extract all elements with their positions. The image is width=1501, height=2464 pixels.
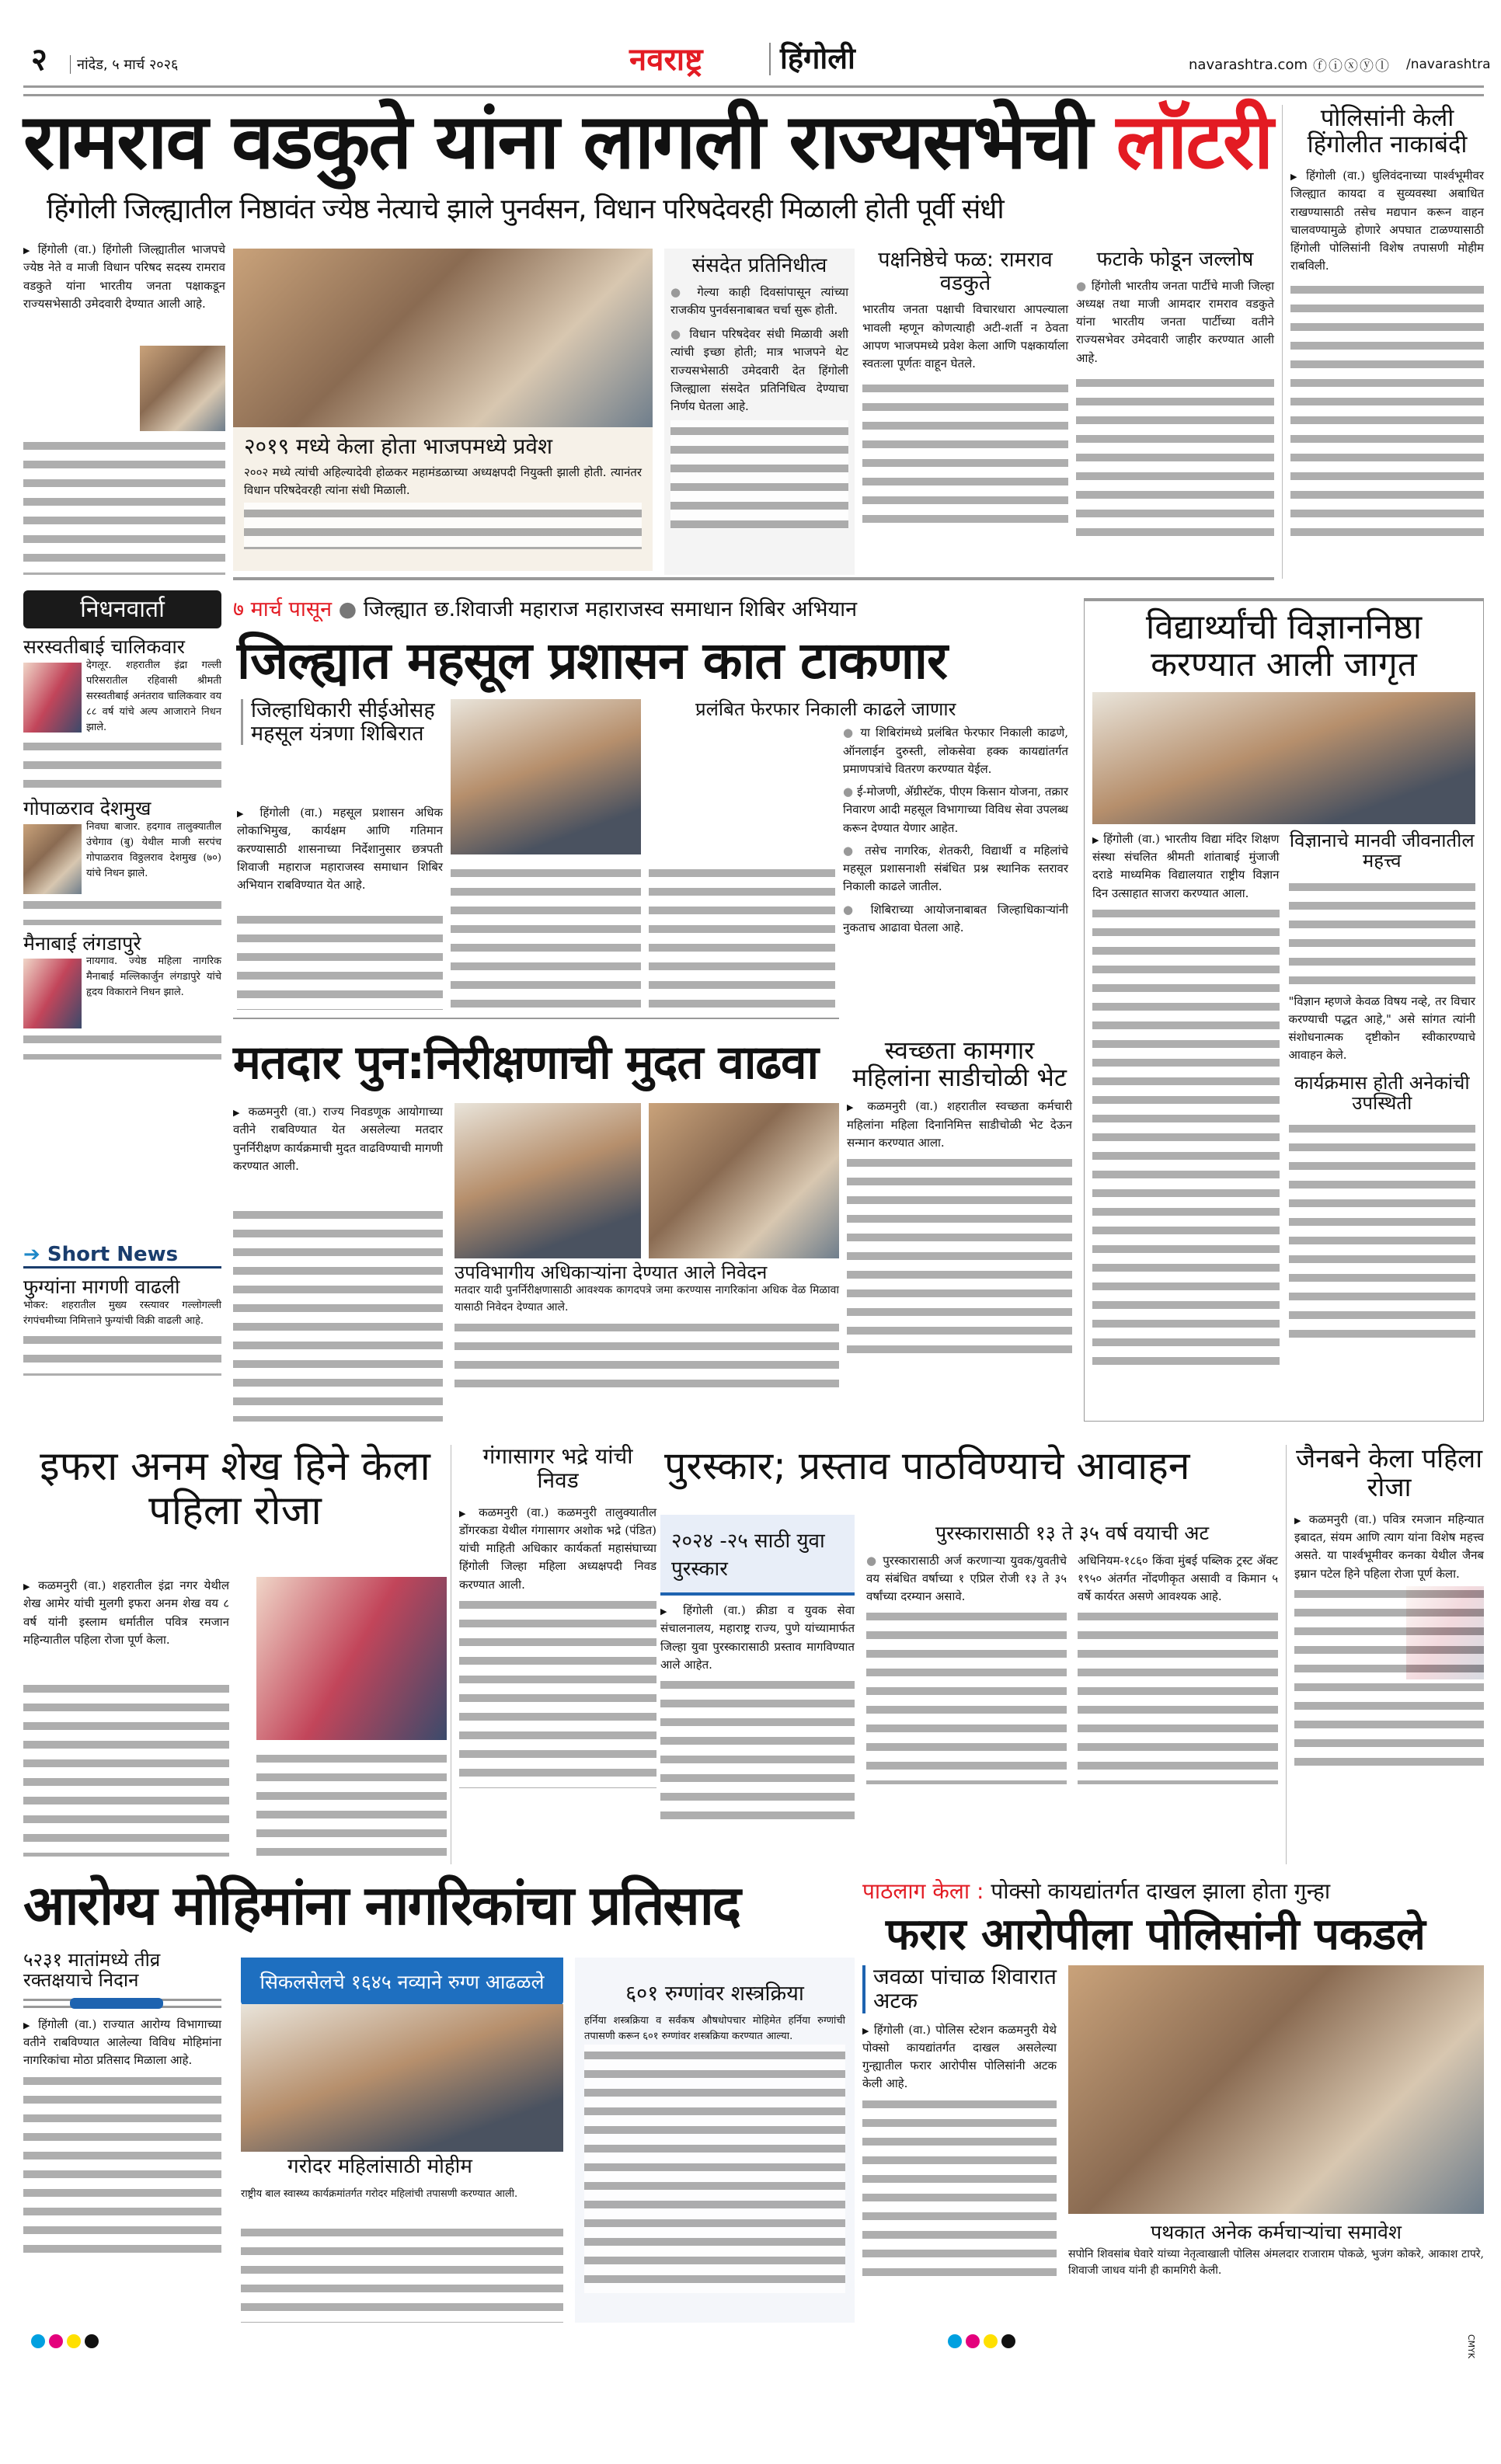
jainab-headline: जैनबने केला पहिला रोजा <box>1296 1443 1482 1504</box>
text-lines <box>23 894 221 925</box>
box-title: फटाके फोडून जल्लोष <box>1096 248 1254 271</box>
revenue-side-title: जिल्हाधिकारी सीईओसह महसूल यंत्रणा शिबिरात <box>251 698 435 746</box>
arrest-text: ▶ हिंगोली (वा.) पोलिस स्टेशन कळमनुरी येथे पोक्सो कायद्यांतर्गत दाखल असलेल्या गुन्ह्यातील फरार आरोपीस पोलिसांनी अटक केली आहे. <box>862 2021 1057 2093</box>
arrest-kicker: पाठलाग केला : पोक्सो कायद्यांतर्गत दाखल झाला होता गुन्हा <box>862 1878 1331 1904</box>
text-lines <box>23 435 225 575</box>
health-side-title: ५२३१ मातांमध्ये तीव्र रक्तक्षयाचे निदान <box>23 1949 161 1992</box>
header-rule <box>23 85 1484 96</box>
short-news-header: ➔ Short News <box>23 1243 221 1269</box>
lead-intro-column <box>23 241 225 575</box>
brand-logo: नवराष्ट्र <box>629 42 703 78</box>
text-lines <box>256 1748 447 1857</box>
revenue-kicker: ७ मार्च पासून ● जिल्ह्यात छ.शिवाजी महाराज महाराजस्व समाधान शिबिर अभियान <box>233 597 858 621</box>
ifra-photo <box>256 1577 447 1740</box>
box-title: पक्षनिष्ठेचे फळ: रामराव वडकुते <box>878 248 1053 295</box>
award-details <box>866 1523 1278 1864</box>
science-intro: ▶ हिंगोली (वा.) भारतीय विद्या मंदिर शिक्षण संस्था संचलित श्रीमती शांताबाई मुंजाजी दराडे माध्यमिक विद्यालयात राष्ट्रीय विज्ञान दिन उत्साहात साजरा करण्यात आला. <box>1092 830 1280 903</box>
box-celebration <box>1076 249 1274 575</box>
sanitation-story <box>847 1037 1072 1422</box>
text-lines <box>23 2070 221 2257</box>
voter-photo-2 <box>649 1103 839 1258</box>
jainab-story <box>1286 1445 1484 1864</box>
text-lines <box>454 1317 839 1394</box>
obituary-photo <box>23 959 82 1028</box>
revenue-side-box <box>241 699 447 745</box>
health-banner: सिकलसेलचे १६४५ नव्याने रुग्ण आढळले <box>241 1958 563 2006</box>
lead-photo-caption <box>233 427 653 571</box>
revenue-headline: जिल्ह्यात महसूल प्रशासन कात टाकणार <box>237 631 947 691</box>
obituary-column <box>23 590 221 1258</box>
text-lines <box>23 1329 221 1376</box>
masthead <box>23 41 1491 89</box>
facebook-icon[interactable]: ⓕ <box>1313 58 1329 75</box>
cmyk-label: CMYK <box>1466 2334 1476 2359</box>
text-lines <box>23 1678 229 1857</box>
caption-text: २००२ मध्ये त्यांची अहिल्यादेवी होळकर महामंडळाच्या अध्यक्षपदी नियुक्ती झाली होती. त्यानंतर विधान परिषदेवरही त्यांना संधी मिळाली. <box>244 465 642 498</box>
health-subhead: गरोदर महिलांसाठी मोहीम <box>287 2155 472 2178</box>
ifra-story <box>23 1445 447 1864</box>
social-icons <box>1313 55 1391 75</box>
sanitation-text: ▶ कळमनुरी (वा.) शहरातील स्वच्छता कर्मचारी महिलांना महिला दिनानिमित्त साडीचोळी भेट देऊन सन्मान करण्यात आला. <box>847 1098 1072 1152</box>
short-news <box>23 1243 221 1422</box>
registration-marks <box>31 2334 1476 2358</box>
voter-photo-1 <box>454 1103 641 1258</box>
revenue-points-box <box>649 699 1068 937</box>
instagram-icon[interactable]: ⓘ <box>1329 58 1344 75</box>
arrest-side-title: जवळा पांचाळ शिवारात अटक <box>862 1965 1057 2013</box>
science-headline: विद्यार्थ्यांची विज्ञाननिष्ठा करण्यात आली जागृत <box>1145 607 1423 685</box>
caption-title: पथकात अनेक कर्मचाऱ्यांचा समावेश <box>1151 2221 1402 2243</box>
box-parliament <box>664 249 855 575</box>
short-news-text: भोकर: शहरातील मुख्य रस्त्यावर गल्लोगल्ली रंगपंचमीच्या निमित्ताने फुग्यांची विक्री वाढली आहे. <box>23 1299 221 1327</box>
surgery-title: ६०१ रुग्णांवर शस्त्रक्रिया <box>625 1982 804 2006</box>
revenue-point: ● ई-मोजणी, ॲग्रीस्टॅक, पीएम किसान योजना, तक्रार निवारण आदी महसूल विभागाच्या विविध सेवा उपलब्ध करून देण्यात येणार आहेत. <box>843 783 1068 837</box>
science-quote: "विज्ञान म्हणजे केवळ विषय नव्हे, तर विचार करण्याची पद्धत आहे," असे सांगत त्यांनी संशोधनात्मक दृष्टीकोन स्वीकारण्याचे आवाहन केले. <box>1288 994 1475 1063</box>
science-story <box>1084 598 1484 1422</box>
short-news-headline: फुग्यांना मागणी वाढली <box>23 1276 180 1298</box>
ganga-story <box>451 1445 656 1864</box>
arrest-headline: फरार आरोपीला पोलिसांनी पकडले <box>886 1909 1426 1960</box>
revenue-box-title: प्रलंबित फेरफार निकाली काढले जाणार <box>695 698 956 720</box>
revenue-point: ● या शिबिरांमध्ये प्रलंबित फेरफार निकाली काढणे, ऑनलाईन दुरुस्ती, लोकसेवा हक्क कायद्यांतर्गत प्रमाणपत्रांचे वितरण करण्यात येईल. <box>843 724 1068 778</box>
text-lines <box>670 420 848 529</box>
text-lines <box>584 2045 845 2293</box>
science-subhead: विज्ञानाचे मानवी जीवनातील महत्त्व <box>1289 829 1475 872</box>
police-text: ▶ हिंगोली (वा.) धुलिवंदनाच्या पार्श्वभूमीवर जिल्ह्यात कायदा व सुव्यवस्था अबाधित राखण्यासाठी तसेच मद्यपान करून वाहन चालवण्यामुळे होणारे अपघात टाळण्यासाठी हिंगोली पोलिसांनी विशेष तपासणी मोहीम राबविली. <box>1290 167 1484 276</box>
text-lines <box>1290 279 1484 543</box>
revenue-intro: ▶ हिंगोली (वा.) महसूल प्रशासन अधिक लोकाभिमुख, कार्यक्षम आणि गतिमान करण्यासाठी शासनाच्या निर्देशानुसार छत्रपती शिवाजी महाराज महाराजस्व समाधान शिबिर अभियान राबविण्यात येत आहे. <box>237 804 443 894</box>
text-lines <box>451 862 641 1010</box>
revenue-point: ● शिबिराच्या आयोजनाबाबत जिल्हाधिकाऱ्यांनी नुकताच आढावा घेतला आहे. <box>843 901 1068 938</box>
health-side <box>23 1950 221 2323</box>
award-col: अधिनियम-१८६० किंवा मुंबई पब्लिक ट्रस्ट ॲक्ट १९५० अंतर्गत नोंदणीकृत असावी व किमान ५ वर्षे कार्यरत असणे आवश्यक आहे. <box>1078 1553 1278 1603</box>
text-lines <box>1078 1606 1278 1784</box>
text-lines <box>244 503 642 549</box>
police-story <box>1282 105 1484 579</box>
obituary-photo <box>23 824 82 894</box>
surgery-text: हर्निया शस्त्रक्रिया व सर्वंकष औषधोपचार मोहिमेत हर्निया रुग्णांची तपासणी करून ६०१ रुग्णांवर शस्त्रक्रिया करण्यात आल्या. <box>584 2014 845 2042</box>
text-lines <box>23 736 221 790</box>
box-point: ● गेल्या काही दिवसांपासून त्यांच्या राजकीय पुनर्वसनाबाबत चर्चा सुरू होती. <box>670 284 848 320</box>
text-lines <box>1092 903 1280 1369</box>
text-lines <box>847 1152 1072 1354</box>
jainab-text: ▶ कळमनुरी (वा.) पवित्र रमजान महिन्यात इबादत, संयम आणि त्याग यांना विशेष महत्त्व असते. या पार्श्वभूमीवर कनका येथील जैनब इम्रान पटेल हिने पहिला रोजा पूर्ण केला. <box>1294 1511 1484 1583</box>
ganga-headline: गंगासागर भद्रे यांची निवड <box>482 1443 633 1493</box>
youtube-icon[interactable]: ⓨ <box>1360 58 1375 75</box>
color-dots <box>31 2334 99 2351</box>
arrow-icon: ➔ <box>23 1243 47 1266</box>
text-lines <box>862 2093 1057 2280</box>
caption-title: उपविभागीय अधिकाऱ्यांना देण्यात आले निवेदन <box>454 1262 768 1283</box>
text-lines <box>1289 1118 1476 1343</box>
text-lines <box>233 1204 443 1422</box>
page-number: २ <box>31 42 47 78</box>
obituary-photo <box>23 663 82 733</box>
divider <box>233 1018 839 1019</box>
lead-intro: ▶ हिंगोली (वा.) हिंगोली जिल्ह्यातील भाजपचे ज्येष्ठ नेते व माजी विधान परिषद सदस्य रामराव वडकुते यांना भारतीय जनता पक्षाकडून राज्यसभेसाठी उमेदवारी देण्यात आली आहे. <box>23 241 225 313</box>
color-dots <box>948 2334 1015 2351</box>
award-text: ▶ हिंगोली (वा.) क्रीडा व युवक सेवा संचालनालय, महाराष्ट्र राज्य, पुणे यांच्यामार्फत जिल्हा युवा पुरस्कारासाठी प्रस्ताव मागविण्यात आले आहेत. <box>660 1602 855 1674</box>
science-subhead: कार्यक्रमास होती अनेकांची उपस्थिती <box>1294 1071 1470 1114</box>
police-headline: पोलिसांनी केली हिंगोलीत नाकाबंदी <box>1307 104 1468 159</box>
health-side-text: ▶ हिंगोली (वा.) राज्यात आरोग्य विभागाच्या वतीने राबविण्यात आलेल्या विविध मोहिमांना नागरिकांचा मोठा प्रतिसाद मिळाला आहे. <box>23 2016 221 2070</box>
award-box-title: २०२४ -२५ साठी युवा पुरस्कार <box>660 1515 855 1596</box>
text-lines <box>866 1606 1067 1784</box>
voter-intro: ▶ कळमनुरी (वा.) राज्य निवडणूक आयोगाच्या वतीने राबविण्यात येत असलेल्या मतदार पुनर्निरीक्षण कार्यक्रमाची मुदत वाढविण्याची मागणी करण्यात आली. <box>233 1103 443 1175</box>
voter-caption <box>454 1262 839 1394</box>
lead-subhead: हिंगोली जिल्ह्यातील निष्ठावंत ज्येष्ठ नेत्याचे झाले पुनर्वसन, विधान परिषदेवरही मिळाली होती पूर्वी संधी <box>47 193 1004 225</box>
lead-photo <box>233 249 653 427</box>
caption-text: मतदार यादी पुनर्निरीक्षणासाठी आवश्यक कागदपत्रे जमा करण्यास नागरिकांना अधिक वेळ मिळावा यासाठी निवेदन देण्यात आले. <box>454 1284 839 1314</box>
text-lines <box>660 1674 855 1822</box>
x-icon[interactable]: ⓧ <box>1344 58 1360 75</box>
arrest-caption <box>1068 2222 1484 2280</box>
ifra-headline: इफरा अनम शेख हिने केला पहिला रोजा <box>40 1443 430 1535</box>
science-photo <box>1092 692 1475 824</box>
obituary-item: गोपाळराव देशमुख निवघा बाजार. हदगाव तालुक्यातील उंचेगाव (बु) येथील माजी सरपंच गोपाळराव विठ्ठलराव देशमुख (७०) यांचे निधन झाले. <box>23 798 221 925</box>
box-title: संसदेत प्रतिनिधीत्व <box>691 254 827 277</box>
website-link[interactable]: navarashtra.com <box>1189 57 1308 73</box>
arrest-photo <box>1068 1965 1484 2214</box>
box-text: ● हिंगोली भारतीय जनता पार्टीचे माजी जिल्हा अध्यक्ष तथा माजी आमदार रामराव वडकुते यांना भारतीय जनता पार्टीच्या वतीने राज्यसभेवर उमेदवारी जाहीर करण्यात आली आहे. <box>1076 277 1274 367</box>
text-lines <box>241 2222 563 2323</box>
text-lines <box>23 1028 221 1060</box>
health-sub-text: राष्ट्रीय बाल स्वास्थ्य कार्यक्रमांतर्गत गरोदर महिलांची तपासणी करण्यात आली. <box>241 2188 518 2200</box>
divider <box>233 577 1274 580</box>
divider <box>23 1999 221 2008</box>
text-lines <box>459 1594 656 1788</box>
text-lines <box>1289 876 1476 993</box>
caption-title: २०१९ मध्ये केला होता भाजपमध्ये प्रवेश <box>244 433 552 459</box>
dateline: नांदेड, ५ मार्च २०२६ <box>70 55 178 74</box>
award-subhead: पुरस्कारासाठी १३ ते ३५ वर्ष वयाची अट <box>935 1522 1210 1544</box>
text-lines <box>1294 1583 1484 1770</box>
obituary-item: मैनाबाई लंगडापुरे नायगाव. ज्येष्ठ महिला नागरिक मैनाबाई मल्लिकार्जुन लंगडापुरे यांचे हृदय विकाराने निधन झाले. <box>23 933 221 1060</box>
revenue-point: ● तसेच नागरिक, शेतकरी, विद्यार्थी व महिलांचे महसूल प्रशासनाशी संबंधित प्रश्न स्थानिक स्तरावर निकाली काढले जातील. <box>843 842 1068 896</box>
award-box <box>660 1515 855 1864</box>
text-lines <box>237 909 443 1010</box>
box-party-loyalty <box>862 249 1068 575</box>
obituary-item: सरस्वतीबाई चालिकवार देगलूर. शहरातील इंद्रा गल्ली परिसरातील रहिवासी श्रीमती सरस्वतीबाई अनंतराव चालिकवार वय ८८ वर्ष यांचे अल्प आजाराने निधन झाले. <box>23 636 221 790</box>
arrest-side <box>862 1965 1057 2323</box>
caption-text: सपोनि शिवसांब घेवारे यांच्या नेतृत्वाखाली पोलिस अंमलदार राजाराम पोकळे, भुजंग कोकरे, आकाश टापरे, शिवाजी जाधव यांनी ही कामगिरी केली. <box>1068 2247 1484 2278</box>
linkedin-icon[interactable]: ⓛ <box>1375 58 1391 75</box>
obituary-title: निधनवार्ता <box>23 590 221 628</box>
box-point: ● विधान परिषदेवर संधी मिळावी अशी त्यांची इच्छा होती; मात्र भाजपने थेट राज्यसभेसाठी उमेदवारी देत हिंगोली जिल्ह्याला संसदेत प्रतिनिधित्व देण्याचा निर्णय घेतला आहे. <box>670 325 848 416</box>
ganga-text: ▶ कळमनुरी (वा.) कळमनुरी तालुक्यातील डोंगरकडा येथील गंगासागर अशोक भद्रे (पंडित) यांची माहिती अधिकार कार्यकर्ता महासंघाच्या हिंगोली जिल्हा महिला अध्यक्षपदी निवड करण्यात आली. <box>459 1504 656 1594</box>
health-infographic <box>241 2004 563 2152</box>
ifra-text: ▶ कळमनुरी (वा.) शहरातील इंद्रा नगर येथील शेख आमेर यांची मुलगी इफरा अनम शेख वय ८ वर्ष यांनी इस्लाम धर्मातील पवित्र रमजान महिन्यातील पहिला रोजा पूर्ण केला. <box>23 1577 229 1649</box>
person-photo <box>140 346 225 431</box>
box-text: भारतीय जनता पक्षाची विचारधारा आपल्याला भावली म्हणून कोणत्याही अटी-शर्ती न ठेवता आपण भाजपमध्ये प्रवेश केला आणि पक्षकार्याला स्वतःला पूर्णतः वाहून घेतले. <box>862 302 1068 371</box>
health-headline: आरोग्य मोहिमांना नागरिकांचा प्रतिसाद <box>23 1874 740 1937</box>
sanitation-headline: स्वच्छता कामगार महिलांना साडीचोळी भेट <box>852 1035 1067 1093</box>
award-col: ● पुरस्कारासाठी अर्ज करणाऱ्या युवक/युवतीचे वय संबंधित वर्षाच्या १ एप्रिल रोजी १३ ते ३५ वर्षांच्या दरम्यान असावे. <box>866 1552 1067 1606</box>
social-handle[interactable]: /navarashtra <box>1406 57 1491 72</box>
text-lines <box>862 378 1068 533</box>
surgery-box <box>575 1958 855 2323</box>
revenue-photo <box>451 699 641 854</box>
lead-headline: रामराव वडकुते यांना लागली राज्यसभेची लॉटरी <box>23 98 1273 186</box>
voter-headline: मतदार पुन:निरीक्षणाची मुदत वाढवा <box>233 1035 819 1090</box>
edition-name: हिंगोली <box>769 43 855 75</box>
text-lines <box>1076 372 1274 543</box>
award-headline: पुरस्कार; प्रस्ताव पाठविण्याचे आवाहन <box>664 1443 1190 1488</box>
